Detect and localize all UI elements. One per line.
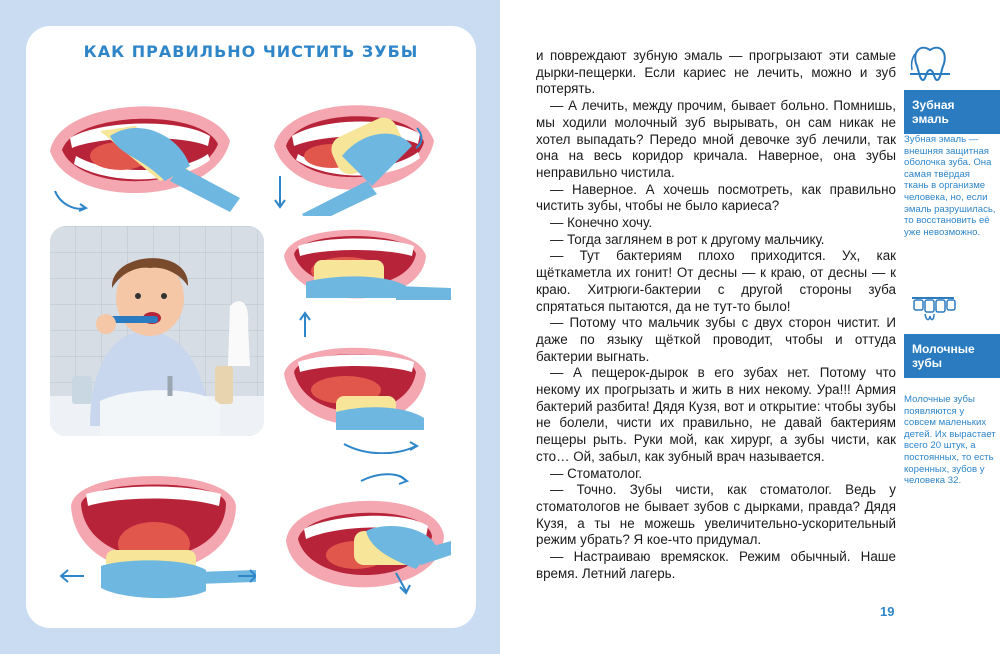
illustration-title: КАК ПРАВИЛЬНО ЧИСТИТЬ ЗУБЫ [83, 42, 419, 61]
paragraph: — А лечить, между прочим, бывает больно. Помнишь, мы ходили молочный зуб вырывать, он сам никак не хотел выпадать? Передо мной девочке зуб лечили, так она на весь коридор кричала. Наверное, она зубы неправильно чистила. [536, 98, 896, 180]
paragraph: — Тут бактериям плохо приходится. Ух, как щёткаметла их гонит! От десны — к краю, от десны — к краю. Хитрюги-бактерии с другой стороны зуба спрятаться пытаются, да не тут-то было! [536, 248, 896, 314]
baby-teeth-icon [908, 290, 958, 326]
mouth-illustration-2 [262, 86, 442, 216]
glossary-tab-enamel: Зубная эмаль [904, 90, 1000, 134]
paragraph: — Конечно хочу. [550, 215, 653, 231]
paragraph: и повреждают зубную эмаль — прогрызают эти самые дырки-пещерки. Если кариес не лечить, можно и зуб потерять. [536, 48, 896, 97]
glossary-description-baby-teeth: Молочные зубы появляются у совсем маленьких детей. Их вырастает всего 20 штук, а постоянных, то есть коренных, зубов у человека 32. [904, 394, 996, 487]
paragraph: — Точно. Зубы чисти, как стоматолог. Ведь у стоматологов не бывает зубов с дырками, правда? Дядя Кузя, а ты не можешь увеличительно-ускорительный режим убрать? Я кое-что придумал. [536, 482, 896, 548]
glossary-tab-baby-teeth: Молочные зубы [904, 334, 1000, 378]
right-page [500, 0, 1000, 654]
paragraph: — А пещерок-дырок в его зубах нет. Потому что некому их прогрызать и жить в них некому. Ура!!! Армия бактерий разбита! Дядя Кузя, вот и открытие: чтобы зубы не болели, чисти их правильно, не давай бактериям пещеры рыть. Руки мой, как хирург, а зубы чисти, как сто… Ой, забыл, как зубный врач называется. [536, 365, 896, 464]
page-number: 19 [880, 604, 895, 619]
paragraph: — Потому что мальчик зубы с двух сторон чистит. И даже по языку щёткой проводит, чтобы и оттуда бактерии выгнать. [536, 315, 896, 364]
glossary-description-enamel: Зубная эмаль — внешняя защитная оболочка зуба. Она самая твёрдая ткань в организме человека, но, если эмаль разрушилась, то восстановить её уже невозможно. [904, 134, 996, 238]
story-text [536, 48, 896, 583]
paragraph: — Наверное. А хочешь посмотреть, как правильно чистить зубы, чтобы не было кариеса? [536, 181, 896, 214]
glossary-sidebar [904, 0, 1000, 654]
paragraph: — Тогда заглянем в рот к другому мальчику. [550, 231, 825, 247]
paragraph: — Стоматолог. [550, 465, 643, 481]
mouth-illustration-4 [276, 334, 451, 454]
mouth-illustration-3 [276, 216, 451, 316]
mouth-illustration-5 [56, 466, 256, 616]
illustration-card [26, 26, 476, 628]
boy-brushing-illustration [50, 226, 264, 436]
mouth-illustration-6 [276, 451, 451, 611]
tooth-icon [908, 44, 952, 84]
paragraph: — Настраиваю времяскок. Режим обычный. Наше время. Летний лагерь. [536, 549, 896, 581]
mouth-illustration-1 [40, 86, 240, 216]
